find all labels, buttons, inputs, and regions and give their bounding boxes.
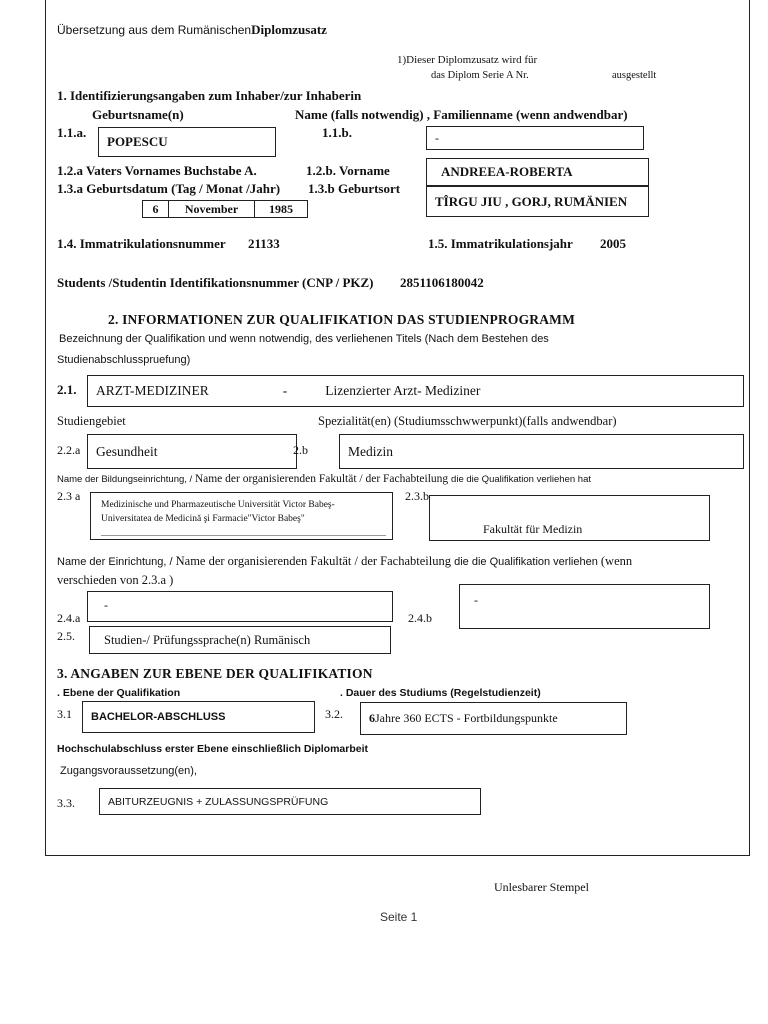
field-1-2a-label: 1.2.a Vaters Vornames Buchstabe A. — [57, 163, 257, 178]
faculty-value: Fakultät für Medizin — [483, 522, 583, 536]
field-1-1b-box — [426, 126, 644, 150]
institution2-label-d: (wenn — [600, 554, 633, 568]
diploma-note-line2: das Diplom Serie A Nr. — [431, 70, 529, 81]
institution2-value: - — [104, 598, 108, 612]
faculty2-value: - — [474, 593, 478, 607]
field-3-3-box — [99, 788, 481, 815]
stamp-note: Unlesbarer Stempel — [494, 880, 589, 894]
qualification-level-value: BACHELOR-ABSCHLUSS — [91, 711, 226, 723]
field-3-1-box — [82, 701, 315, 733]
birthplace-value: TÎRGU JIU , GORJ, RUMÄNIEN — [435, 193, 628, 209]
institution2-label-a: Name der Einrichtung, / — [57, 556, 176, 568]
document-title — [57, 23, 327, 36]
field-2-4a-box — [87, 591, 393, 622]
student-id-value: 2851106180042 — [400, 275, 484, 290]
institution-label-c: die die Qualifikation verliehen hat — [451, 474, 591, 485]
field-1-4-label: 1.4. Immatrikulationsnummer — [57, 236, 226, 251]
study-field-value: Gesundheit — [96, 443, 158, 459]
field-3-2-box — [360, 702, 627, 735]
field-2-1-label: 2.1. — [57, 382, 77, 397]
field-2-5-box — [89, 626, 391, 654]
field-1-2b-label: 1.2.b. Vorname — [306, 163, 390, 178]
student-id-label: Students /Studentin Identifikationsnummer (CNP / PKZ) — [57, 275, 374, 290]
field-2-1-box — [87, 375, 744, 407]
page-number: Seite 1 — [380, 910, 418, 924]
qualification-desc-line2: Studienabschlusspruefung) — [57, 354, 191, 366]
field-3-3-label: 3.3. — [57, 796, 75, 810]
qualification-desc-line1: Bezeichnung der Qualifikation und wenn notwendig, des verliehenen Titels (Nach dem Bestehen des — [59, 333, 549, 345]
field-2-4a-label: 2.4.a — [57, 611, 81, 625]
qualification-title: ARZT-MEDIZINER — [96, 383, 209, 398]
institution2-label-c: die die Qualifikation verliehen — [454, 556, 601, 568]
birth-date-table — [142, 200, 308, 218]
field-3-2-label: 3.2. — [325, 707, 343, 721]
duration-years: 6 — [369, 711, 375, 725]
degree-note: Hochschulabschluss erster Ebene einschließlich Diplomarbeit — [57, 743, 369, 755]
field-1-1b-label: 1.1.b. — [322, 125, 352, 140]
field-2-3a-label: 2.3 a — [57, 489, 81, 503]
field-1-3b-label: 1.3.b Geburtsort — [308, 181, 401, 196]
field-1-1a-box — [98, 127, 276, 157]
qualification-title-translated: Lizenzierter Arzt- Mediziner — [325, 383, 481, 398]
field-1-2b-box — [426, 158, 649, 186]
field-1-5-label: 1.5. Immatrikulationsjahr — [428, 236, 573, 251]
matriculation-number: 21133 — [248, 236, 280, 251]
field-1-1a-label: 1.1.a. — [57, 125, 87, 140]
birth-year: 1985 — [269, 201, 293, 216]
institution2-label-b: Name der organisierenden Fakultät / der Fachabteilung — [175, 554, 455, 568]
institution-label — [57, 474, 591, 486]
level-label: . Ebene der Qualifikation — [57, 687, 181, 699]
field-2-3a-box — [90, 492, 393, 540]
field-2-3b-box — [429, 495, 710, 541]
field-2-2a-box — [87, 434, 297, 469]
diploma-note-line1: 1)Dieser Diplomzusatz wird für — [397, 54, 538, 66]
field-2-5-label: 2.5. — [57, 629, 75, 643]
specialization-label: Spezialität(en) (Studiumsschwwerpunkt)(falls andwendbar) — [318, 414, 617, 428]
underline-divider — [101, 535, 386, 536]
section1-heading: 1. Identifizierungsangaben zum Inhaber/zur Inhaberin — [57, 88, 362, 103]
birth-day: 6 — [143, 201, 169, 217]
access-requirements-label: Zugangsvoraussetzung(en), — [60, 765, 197, 777]
section3-heading: 3. ANGABEN ZUR EBENE DER QUALIFIKATION — [57, 666, 373, 681]
field-3-1-label: 3.1 — [57, 707, 72, 721]
field-1-3a-label: 1.3.a Geburtsdatum (Tag / Monat /Jahr) — [57, 181, 281, 196]
institution2-label — [57, 555, 632, 568]
duration-label: . Dauer des Studiums (Regelstudienzeit) — [340, 687, 541, 699]
field-1-3b-box — [426, 186, 649, 217]
first-name-value: ANDREEA-ROBERTA — [441, 164, 573, 179]
birthname-label: Geburtsname(n) — [92, 107, 184, 122]
study-field-label: Studiengebiet — [57, 414, 126, 428]
field-2-2b-box — [339, 434, 744, 469]
institution2-line2: verschieden von 2.3.a ) — [57, 573, 174, 587]
field-2-2b-label: 2.b — [293, 443, 308, 457]
title-prefix: Übersetzung aus dem Rumänischen — [57, 23, 252, 37]
qualification-dash: - — [282, 383, 288, 398]
institution-label-a: Name der Bildungseinrichtung, / — [57, 474, 195, 485]
university-name-ro: Universitatea de Medicină şi Farmacie"Victor Babeş" — [101, 514, 305, 524]
field-2-2a-label: 2.2.a — [57, 443, 81, 457]
specialization-value: Medizin — [348, 443, 393, 459]
section2-heading: 2. INFORMATIONEN ZUR QUALIFIKATION DAS STUDIENPROGRAMM — [108, 312, 576, 327]
access-requirements-value: ABITURZEUGNIS + ZULASSUNGSPRÜFUNG — [108, 795, 329, 808]
field-2-4b-box — [459, 584, 710, 629]
institution-label-b: Name der organisierenden Fakultät / der Fachabteilung — [194, 473, 452, 485]
university-name-de: Medizinische und Pharmazeutische Universität Victor Babeş- — [101, 500, 335, 510]
given-name-alt-value: - — [435, 130, 439, 145]
matriculation-year: 2005 — [600, 236, 626, 251]
title-main: Diplomzusatz — [251, 22, 327, 37]
language-value: Studien-/ Prüfungssprache(n) Rumänisch — [104, 632, 311, 647]
name-label: Name (falls notwendig) , Familienname (wenn andwendbar) — [295, 107, 628, 122]
duration-value: Jahre 360 ECTS - Fortbildungspunkte — [375, 711, 558, 725]
field-2-3b-label: 2.3.b — [405, 489, 429, 503]
birth-month: November — [169, 201, 255, 217]
field-2-4b-label: 2.4.b — [408, 611, 432, 625]
family-name-value: POPESCU — [107, 134, 168, 149]
diploma-note-issued: ausgestellt — [612, 70, 657, 81]
